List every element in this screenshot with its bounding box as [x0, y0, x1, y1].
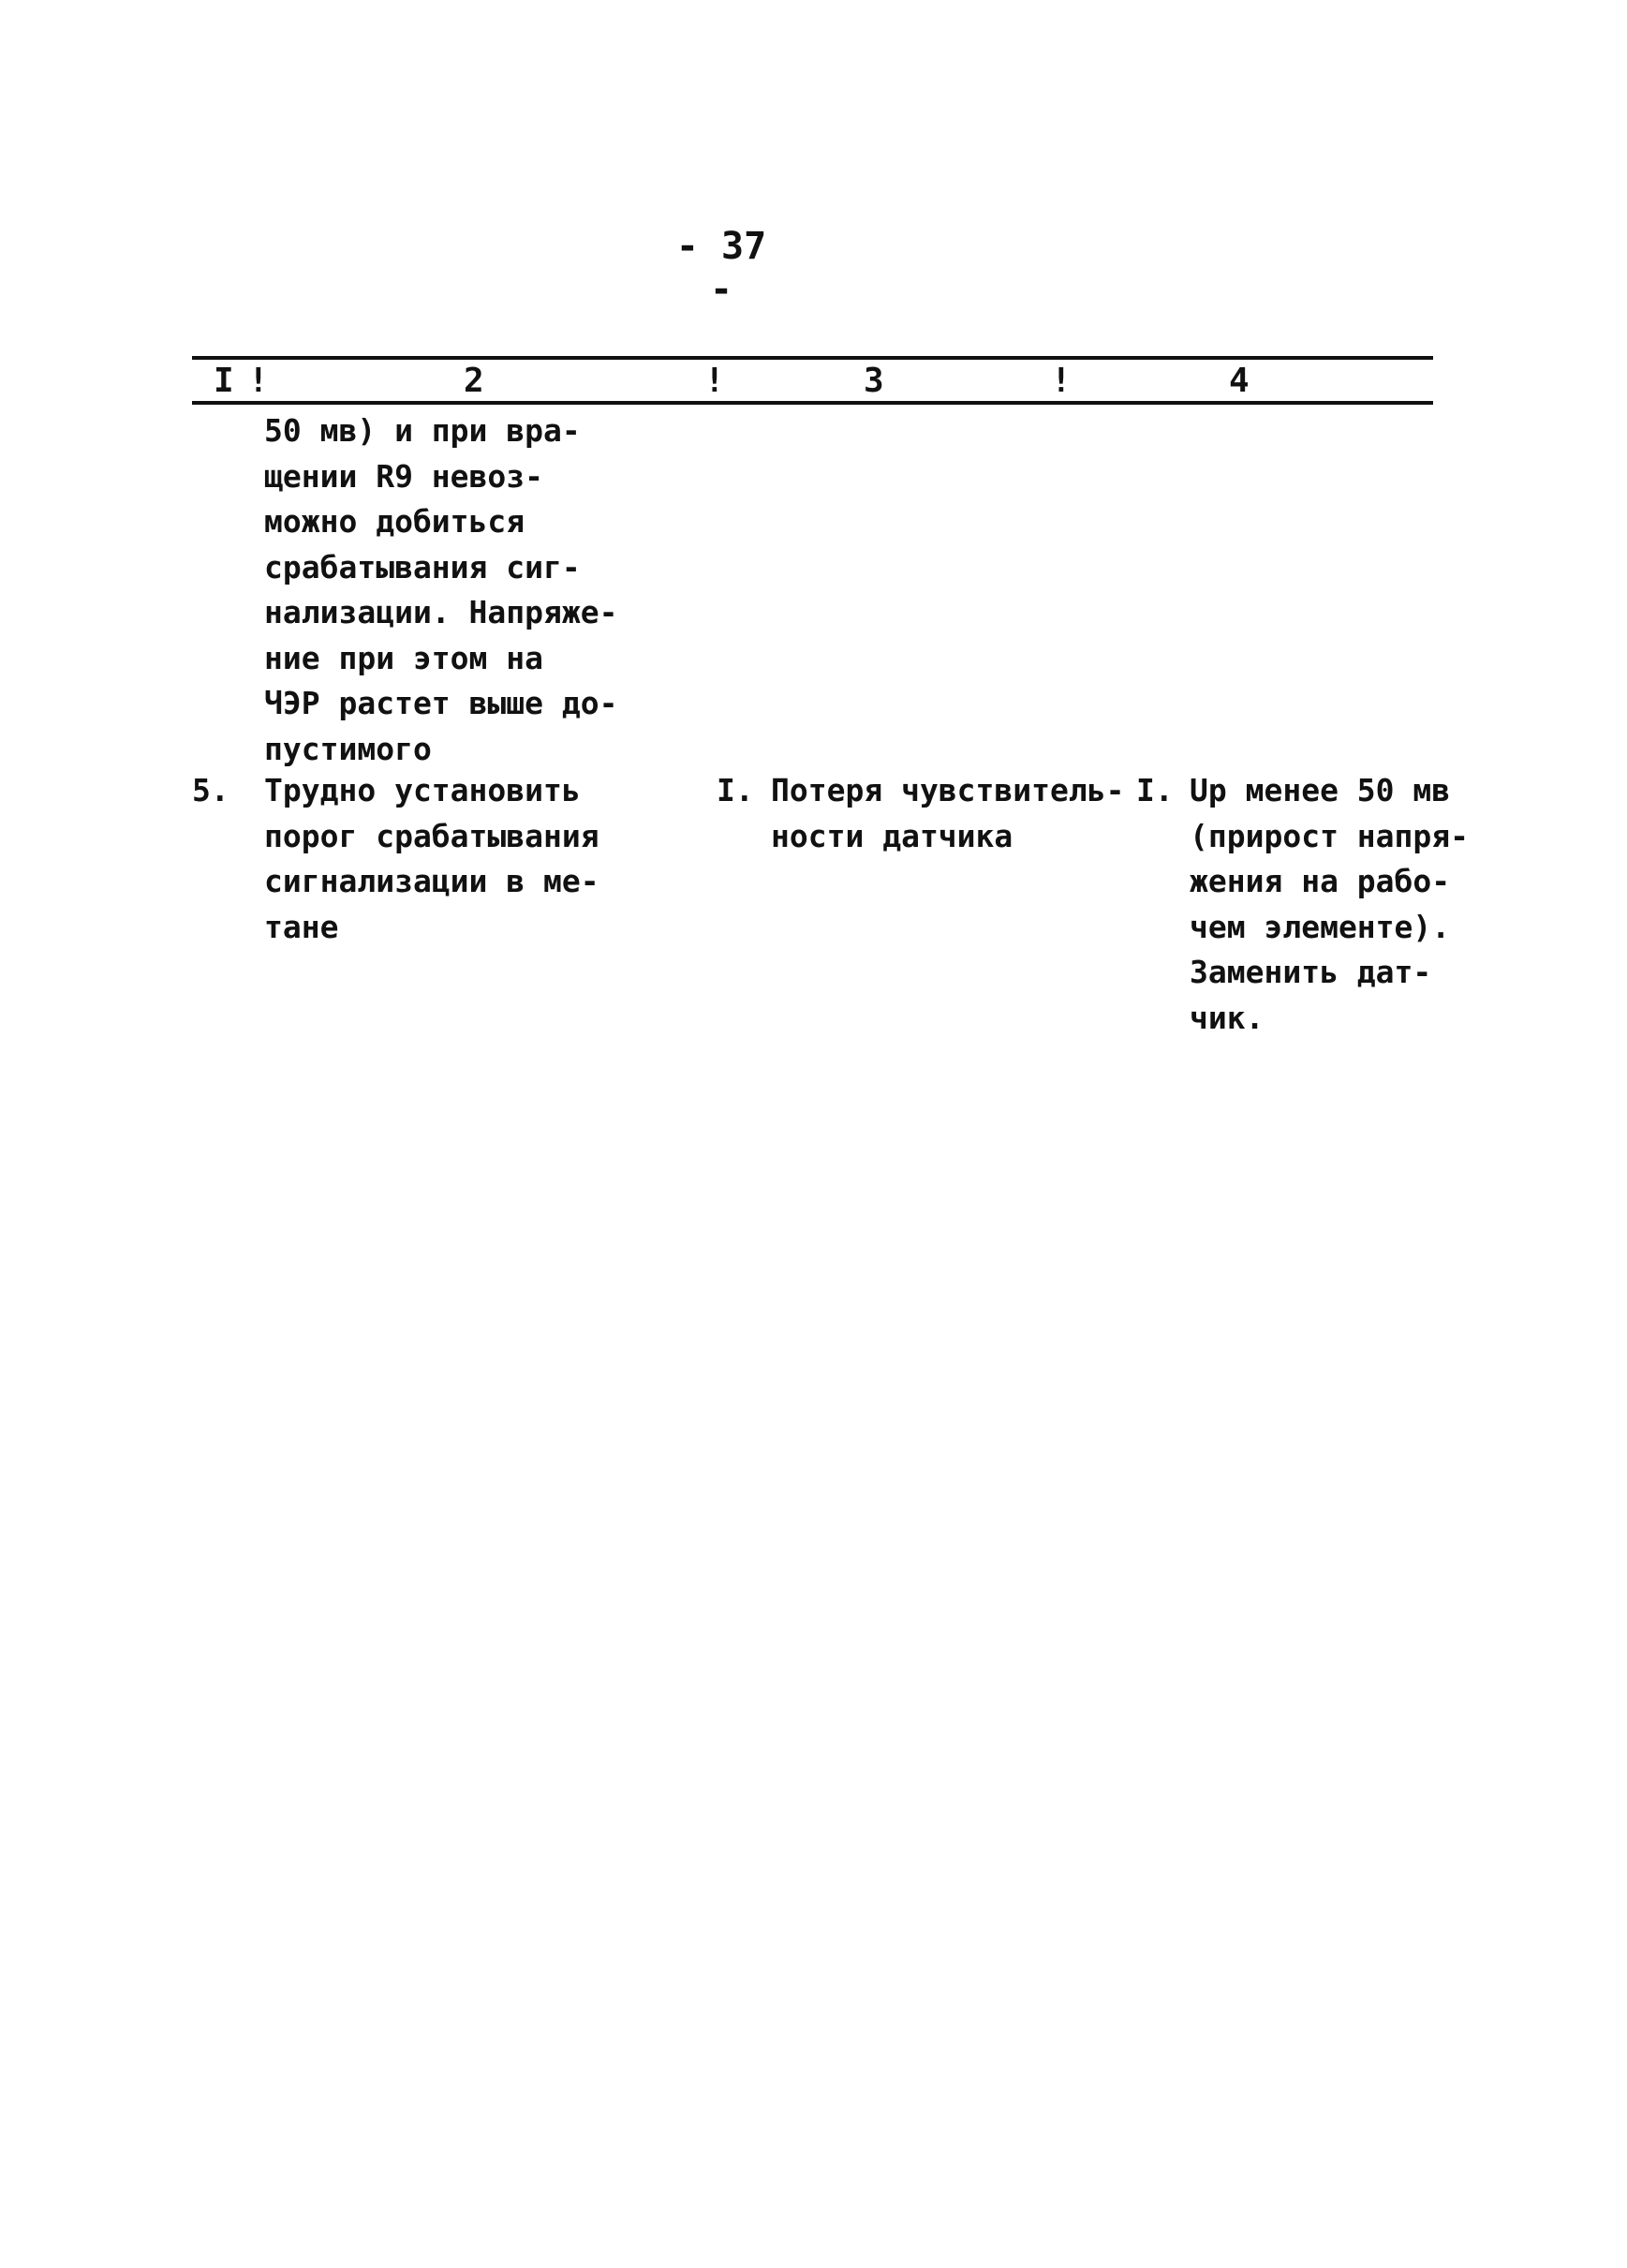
- text-line: (прирост напря-: [1190, 817, 1470, 854]
- text-line: Заменить дат-: [1190, 954, 1432, 990]
- row5-col3-text: [771, 768, 1125, 859]
- text-line: Потеря чувствитель-: [771, 772, 1125, 808]
- continuation-col2-text: [264, 408, 618, 772]
- text-line: Up менее 50 мв: [1190, 772, 1451, 808]
- text-line: ЧЭР растет выше до-: [264, 685, 618, 721]
- column-header-2: 2: [464, 362, 484, 400]
- row5-col4-text: [1190, 768, 1469, 1041]
- column-header-4: 4: [1229, 362, 1250, 400]
- text-line: чем элементе).: [1190, 908, 1451, 945]
- text-line: нализации. Напряже-: [264, 594, 618, 630]
- column-header-1: I: [214, 362, 234, 400]
- row5-col4-number: I.: [1136, 772, 1174, 808]
- text-line: 50 мв) и при вра-: [264, 412, 581, 449]
- text-line: Трудно установить: [264, 772, 581, 808]
- text-line: чик.: [1190, 999, 1265, 1036]
- column-separator: !: [248, 362, 269, 400]
- text-line: порог срабатывания: [264, 817, 599, 854]
- table-top-rule: [192, 356, 1433, 360]
- column-separator: !: [1051, 362, 1072, 400]
- table-header-rule: [192, 401, 1433, 405]
- text-line: срабатывания сиг-: [264, 548, 581, 586]
- row5-col2-text: [264, 768, 599, 950]
- row-number: 5.: [192, 772, 229, 808]
- row5-col3-number: I.: [717, 772, 754, 808]
- text-line: жения на рабо-: [1190, 863, 1451, 899]
- page-number: - 37 -: [675, 225, 767, 311]
- text-line: ности датчика: [771, 817, 1013, 854]
- column-separator: !: [704, 362, 725, 400]
- text-line: сигнализации в ме-: [264, 863, 599, 899]
- text-line: тане: [264, 908, 339, 945]
- text-line: пустимого: [264, 730, 432, 767]
- column-header-3: 3: [864, 362, 884, 400]
- text-line: можно добиться: [264, 503, 525, 540]
- text-line: щении R9 невоз-: [264, 457, 544, 495]
- text-line: ние при этом на: [264, 639, 544, 676]
